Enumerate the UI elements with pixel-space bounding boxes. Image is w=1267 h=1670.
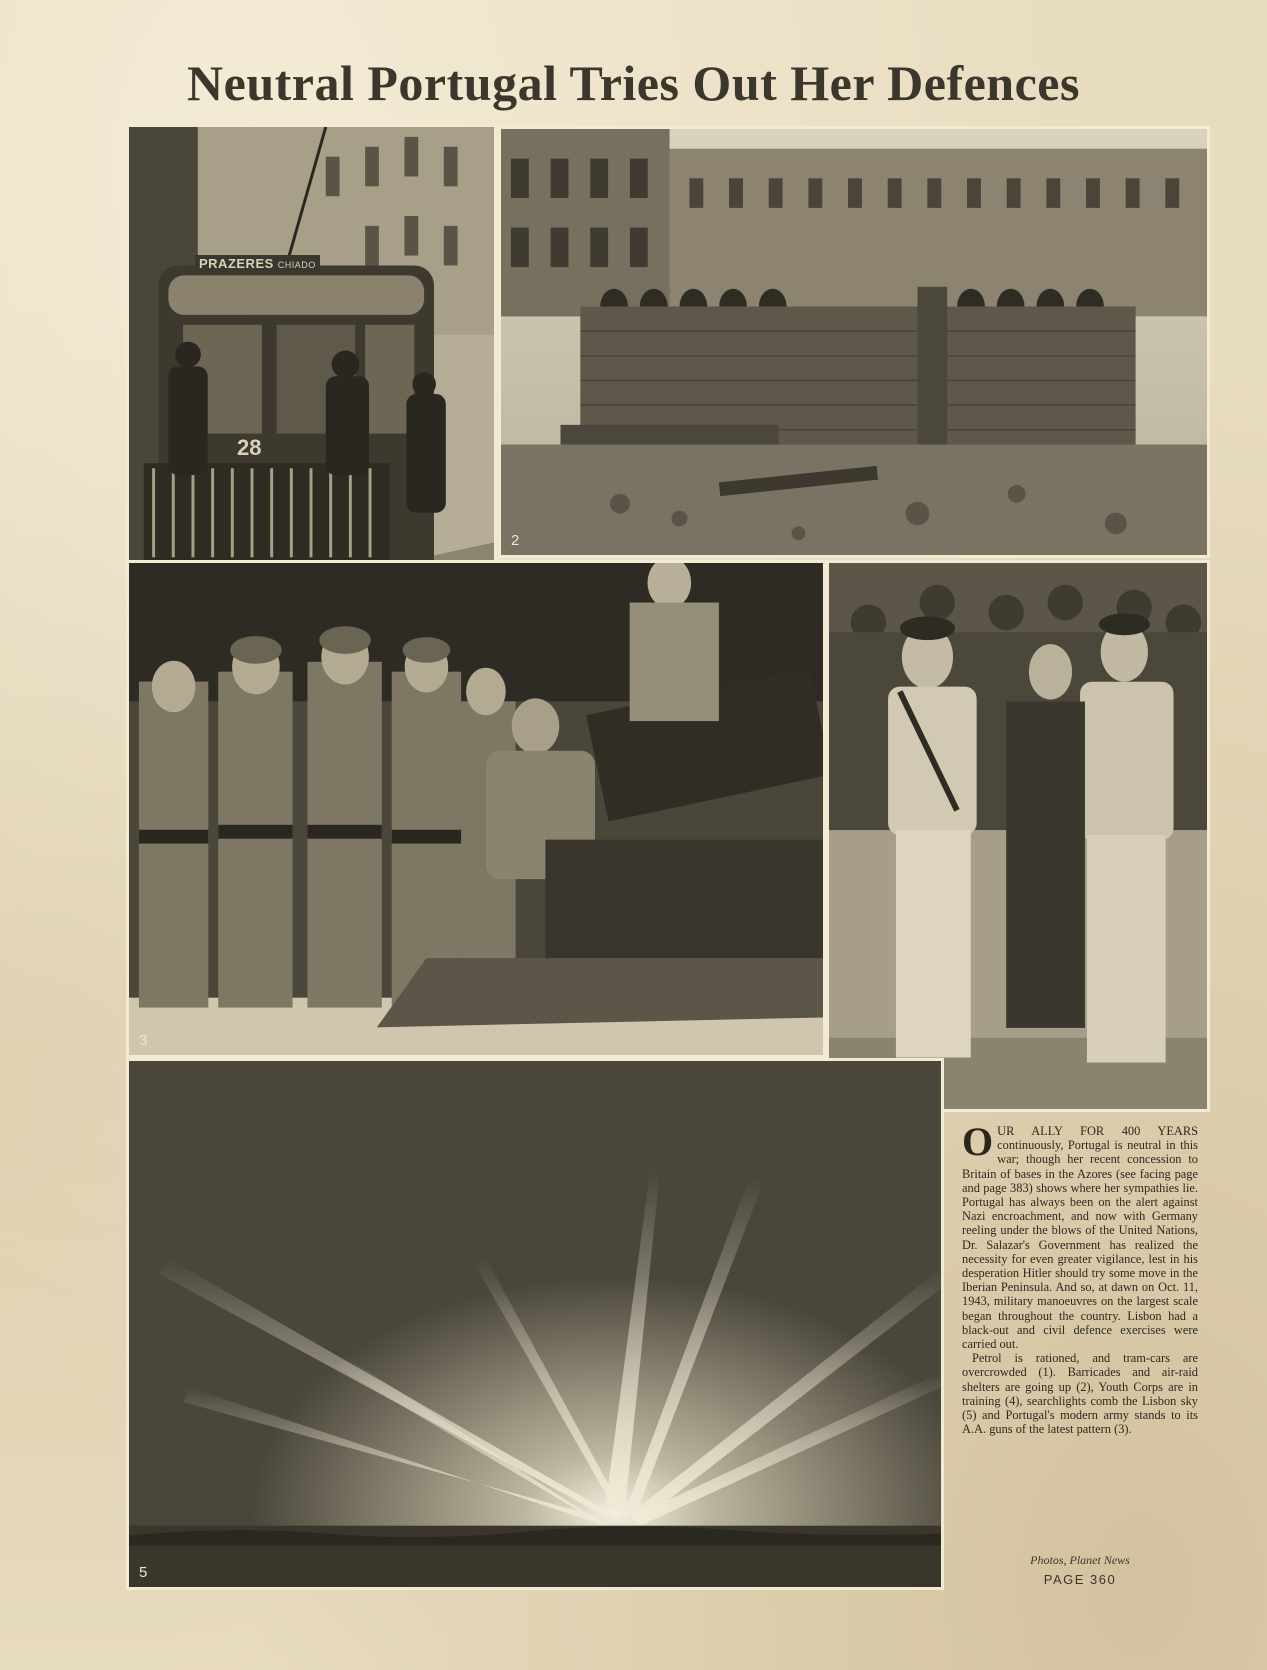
tram-sign-text: PRAZERES	[199, 256, 274, 271]
article-lead-text: UR ALLY FOR 400 YEARS continuously, Portugal is neutral in this war; though her recent concession to Britain of bases in the Azores (see facing page and page 383) shows where her sympathies lie. Portugal has always been on the alert against Nazi encroachment, and now with Germany reeling under the blows of the United Nations, Dr. Salazar's Government has realized the necessity for even greater vigilance, lest in his desperation Hitler should try some move in the Iberian Peninsula. And so, at dawn on Oct. 11, 1943, military manoeuvres on the largest scale began throughout the country. Lisbon had a black-out and civil defence exercises were carried out.	[962, 1124, 1198, 1352]
page-number: PAGE 360	[1043, 1572, 1117, 1587]
photo-aa-gun	[126, 560, 826, 1058]
page-title: Neutral Portugal Tries Out Her Defences	[187, 55, 1080, 111]
photo-credit: Photos, Planet News	[1030, 1553, 1130, 1567]
article-body	[962, 1119, 1198, 1437]
article-dropcap: O	[962, 1119, 994, 1164]
photo-number: 3	[139, 1032, 148, 1049]
photo-number: 2	[511, 532, 520, 549]
photo-searchlights	[126, 1058, 944, 1590]
photo-youth-corps	[826, 560, 1210, 1112]
tram-sign-subtext: CHIADO	[277, 260, 316, 270]
tram-route-number: 28	[237, 435, 262, 460]
photo-barricade	[498, 126, 1210, 558]
photo-number: 5	[139, 1564, 148, 1581]
article-second-paragraph: Petrol is rationed, and tram-cars are overcrowded (1). Barricades and air-raid shelters are going up (2), Youth Corps are in training (4), searchlights comb the Lisbon sky (5) and Portugal's modern army stands to its A.A. guns of the latest pattern (3).	[962, 1351, 1198, 1437]
tram-destination-sign	[195, 255, 320, 272]
article-lead-paragraph	[962, 1119, 1198, 1352]
